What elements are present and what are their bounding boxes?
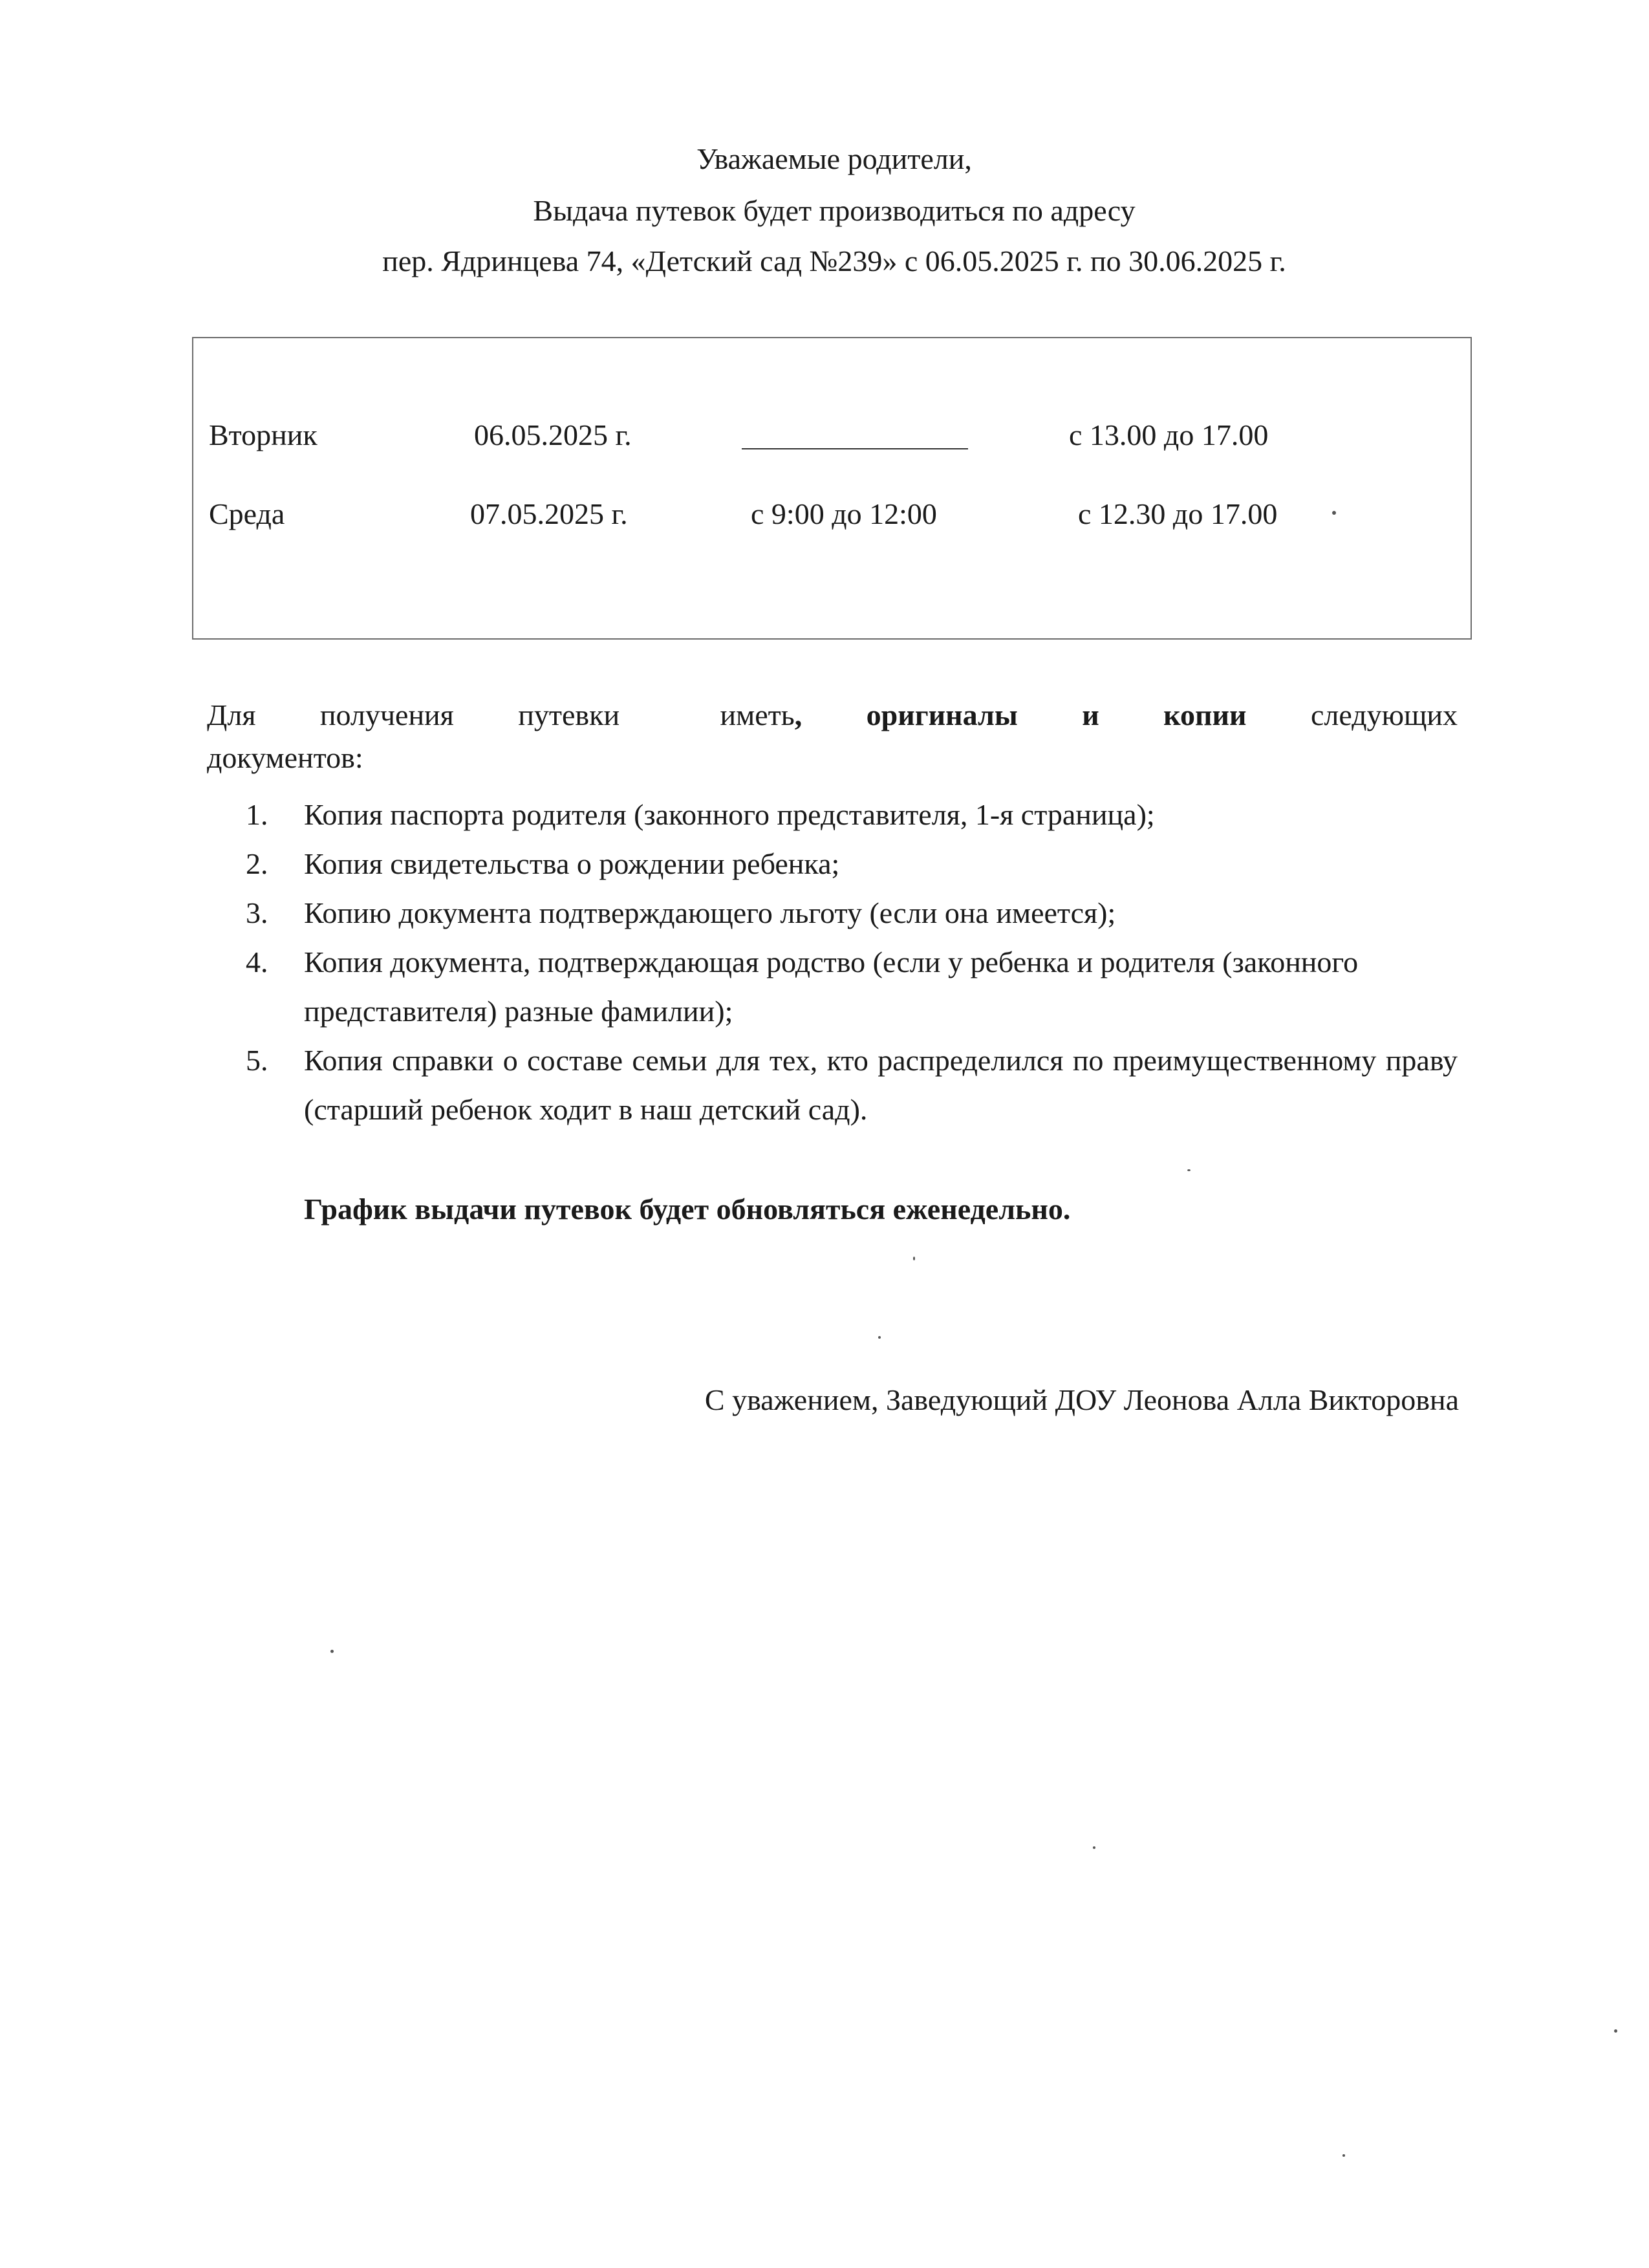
greeting: Уважаемые родители,	[696, 142, 972, 175]
scan-speck	[330, 1650, 334, 1653]
list-item-number: 2.	[246, 847, 268, 880]
list-item-number: 4.	[246, 945, 268, 978]
scan-speck	[1332, 511, 1336, 515]
intro-bold-copies: копии	[1163, 698, 1247, 731]
schedule-row-tuesday	[193, 416, 1471, 455]
scan-speck	[1187, 1169, 1191, 1171]
intro-comma: ,	[794, 698, 803, 731]
list-item-number: 3.	[246, 896, 268, 929]
list-item-text: Копия свидетельства о рождении ребенка;	[304, 847, 840, 880]
scan-speck	[1093, 1846, 1095, 1849]
schedule-row-wednesday	[193, 495, 1471, 534]
list-item-text: Копию документа подтверждающего льготу (если она имеется);	[304, 896, 1116, 929]
schedule-evening-hours: с 13.00 до 17.00	[1069, 418, 1269, 451]
list-item	[246, 938, 1458, 1036]
list-item	[246, 790, 1458, 839]
intro-bold-originals: оригиналы	[866, 698, 1018, 731]
list-item	[246, 839, 1458, 889]
scan-speck	[878, 1336, 881, 1339]
scan-speck	[1342, 2154, 1345, 2157]
intro-word: иметь	[720, 698, 795, 731]
documents-list	[246, 790, 1458, 1134]
list-item-number: 1.	[246, 798, 268, 831]
schedule-date: 07.05.2025 г.	[470, 497, 628, 530]
scan-speck	[913, 1257, 915, 1260]
schedule-update-notice: График выдачи путевок будет обновляться еженедельно.	[304, 1193, 1071, 1226]
schedule-box	[192, 337, 1472, 640]
intro-word: путевки	[518, 698, 620, 731]
documents-intro	[207, 694, 1458, 779]
schedule-evening-hours: с 12.30 до 17.00	[1078, 497, 1278, 530]
intro-word: Для	[207, 698, 256, 731]
schedule-morning-hours: с 9:00 до 12:00	[751, 497, 937, 530]
schedule-date: 06.05.2025 г.	[474, 418, 632, 451]
schedule-day: Среда	[209, 497, 285, 530]
list-item-text: Копия справки о составе семьи для тех, кто распределился по преимущественному праву (старший ребенок ходит в наш детский сад).	[304, 1044, 1458, 1126]
intro-word: следующих	[1311, 698, 1458, 731]
intro-phrase	[720, 694, 803, 737]
address-line: пер. Ядринцева 74, «Детский сад №239» с 06.05.2025 г. по 30.06.2025 г.	[382, 244, 1286, 277]
list-item-text: Копия документа, подтверждающая родство (если у ребенка и родителя (законного представителя) разные фамилии);	[304, 945, 1359, 1028]
signature-line: С уважением, Заведующий ДОУ Леонова Алла Викторовна	[704, 1383, 1459, 1416]
list-item-text: Копия паспорта родителя (законного представителя, 1-я страница);	[304, 798, 1155, 831]
schedule-morning-blank-line	[742, 448, 968, 449]
documents-intro-line2: документов:	[207, 741, 363, 774]
documents-intro-line	[207, 694, 1458, 737]
list-item-number: 5.	[246, 1044, 268, 1077]
address-intro: Выдача путевок будет производиться по адресу	[533, 194, 1136, 227]
scan-speck	[1614, 2029, 1617, 2033]
schedule-day: Вторник	[209, 418, 318, 451]
intro-bold-and: и	[1082, 698, 1099, 731]
intro-word: получения	[319, 698, 454, 731]
list-item	[246, 889, 1458, 938]
list-item	[246, 1036, 1458, 1134]
